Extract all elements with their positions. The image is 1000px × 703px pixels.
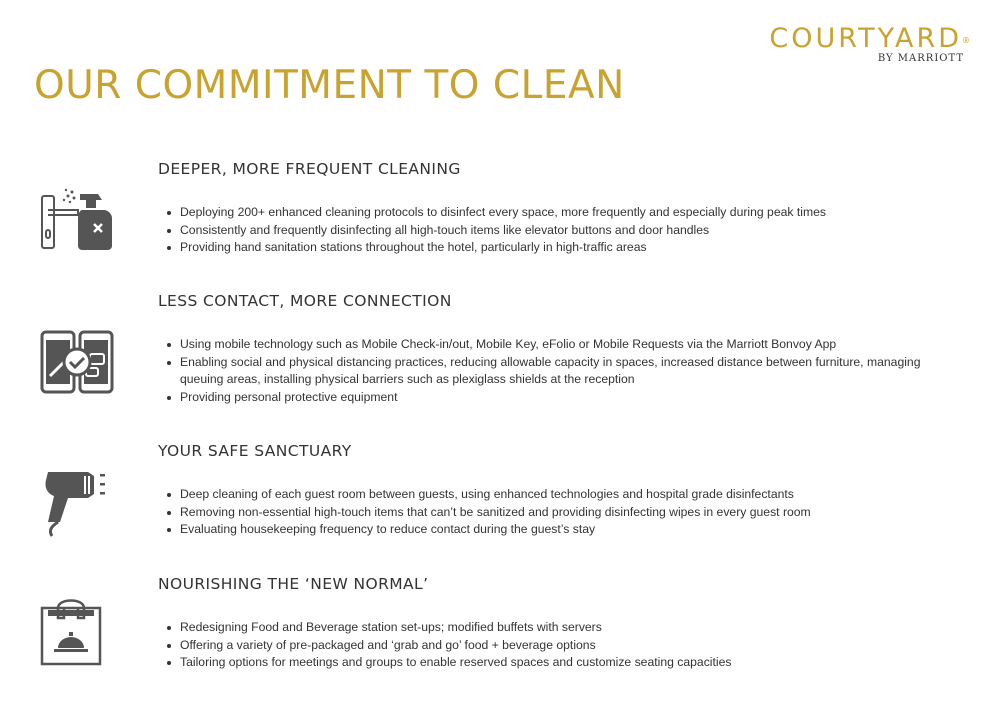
list-item: Providing personal protective equipment [162, 389, 942, 407]
brand-subtitle: BY MARRIOTT [877, 53, 964, 64]
bullet-list [162, 486, 942, 539]
list-item: Redesigning Food and Beverage station set-ups; modified buffets with servers [162, 619, 942, 637]
spray-bottle-door-handle-icon [38, 182, 118, 262]
list-item: Removing non-essential high-touch items that can’t be sanitized and providing disinfecting wipes in every guest room [162, 504, 942, 522]
section-heading: YOUR SAFE SANCTUARY [158, 442, 352, 460]
list-item: Consistently and frequently disinfecting all high-touch items like elevator buttons and door handles [162, 222, 942, 240]
section-heading: NOURISHING THE ‘NEW NORMAL’ [158, 575, 429, 593]
list-item: Providing hand sanitation stations throughout the hotel, particularly in high-traffic areas [162, 239, 942, 257]
bullet-list [162, 336, 942, 406]
brand-name: COURTYARD [769, 23, 962, 54]
list-item: Enabling social and physical distancing practices, reducing allowable capacity in spaces, increased distance between furniture, managing queuing areas, installing physical barriers such as plexiglass shields at the reception [162, 354, 942, 389]
food-bag-cloche-icon [38, 593, 118, 673]
section-heading: DEEPER, MORE FREQUENT CLEANING [158, 160, 461, 178]
electrostatic-sprayer-icon [38, 462, 118, 542]
list-item: Deep cleaning of each guest room between guests, using enhanced technologies and hospital grade disinfectants [162, 486, 942, 504]
section-heading: LESS CONTACT, MORE CONNECTION [158, 292, 452, 310]
list-item: Offering a variety of pre-packaged and ‘grab and go’ food + beverage options [162, 637, 942, 655]
list-item: Evaluating housekeeping frequency to reduce contact during the guest’s stay [162, 521, 942, 539]
list-item: Tailoring options for meetings and groups to enable reserved spaces and customize seating capacities [162, 654, 942, 672]
bullet-list [162, 619, 942, 672]
page-title: OUR COMMITMENT TO CLEAN [34, 63, 625, 108]
registered-mark: ® [962, 36, 970, 45]
mobile-phones-check-icon [38, 322, 118, 402]
list-item: Using mobile technology such as Mobile Check-in/out, Mobile Key, eFolio or Mobile Requests via the Marriott Bonvoy App [162, 336, 942, 354]
brand-logo [769, 24, 970, 64]
bullet-list [162, 204, 942, 257]
list-item: Deploying 200+ enhanced cleaning protocols to disinfect every space, more frequently and especially during peak times [162, 204, 942, 222]
